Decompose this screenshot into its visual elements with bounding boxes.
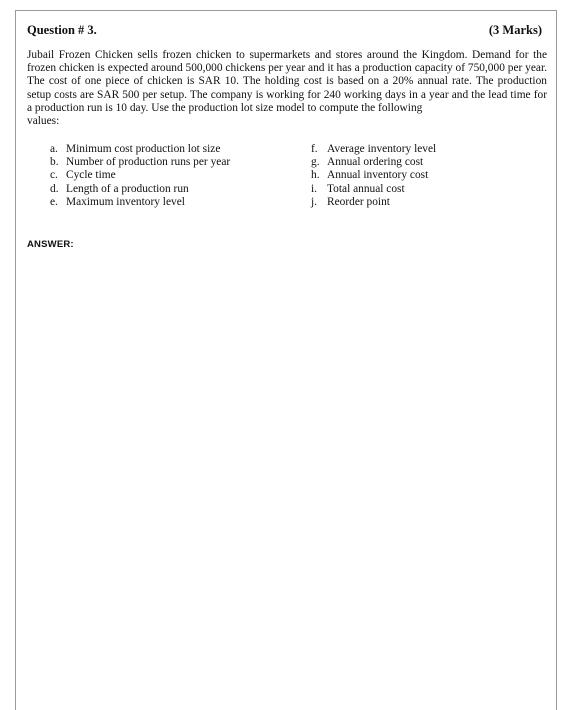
- item-text: Annual ordering cost: [327, 156, 424, 169]
- paragraph-line: frozen chicken is expected around 500,000 chickens per year and it has a production capacity of 750,000 per year.: [27, 62, 547, 75]
- item-text: Cycle time: [66, 169, 116, 182]
- list-item: [311, 169, 436, 182]
- item-text: Length of a production run: [66, 182, 189, 195]
- item-marker: j.: [311, 195, 318, 208]
- paragraph-line: costs are SAR 500 per setup. The company is working for 240 working days in a year and the lead time for a: [27, 88, 547, 114]
- item-marker: b.: [50, 156, 59, 169]
- item-marker: a.: [50, 143, 58, 155]
- list-item: [50, 169, 230, 182]
- answer-label: ANSWER:: [27, 239, 74, 250]
- paragraph-line: values:: [27, 115, 60, 128]
- list-item: [50, 183, 230, 196]
- paragraph-line: production run is 10 day. Use the production lot size model to compute the following: [34, 101, 423, 114]
- question-box: [15, 10, 557, 710]
- item-marker: d.: [50, 182, 59, 195]
- item-text: Reorder point: [327, 195, 390, 208]
- list-item: [311, 183, 436, 196]
- paragraph-line: Jubail Frozen Chicken sells frozen chicken to supermarkets and stores around the Kingdom. Demand for the: [27, 49, 547, 61]
- item-marker: e.: [50, 195, 58, 208]
- list-item: [50, 156, 230, 169]
- item-text: Total annual cost: [327, 182, 405, 195]
- item-marker: i.: [311, 182, 318, 195]
- item-text: Maximum inventory level: [66, 195, 185, 208]
- item-marker: c.: [50, 169, 58, 182]
- paragraph-line: The cost of one piece of chicken is SAR 10. The holding cost is based on a 20% annual rate. The production setup: [27, 75, 547, 101]
- items-list-right: [311, 143, 436, 209]
- item-marker: f.: [311, 143, 318, 155]
- list-item: [311, 143, 436, 156]
- item-text: Average inventory level: [327, 143, 437, 155]
- question-paragraph: [27, 49, 547, 128]
- items-list-left: [50, 143, 230, 209]
- item-text: Annual inventory cost: [327, 169, 429, 182]
- item-marker: g.: [311, 156, 320, 169]
- list-item: [311, 196, 436, 209]
- list-item: [311, 156, 436, 169]
- question-title: Question # 3.: [27, 23, 97, 37]
- list-item: [50, 196, 230, 209]
- list-item: [50, 143, 230, 156]
- question-marks: (3 Marks): [488, 23, 542, 37]
- item-text: Number of production runs per year: [66, 156, 231, 169]
- item-text: Minimum cost production lot size: [66, 143, 221, 155]
- item-marker: h.: [311, 169, 320, 182]
